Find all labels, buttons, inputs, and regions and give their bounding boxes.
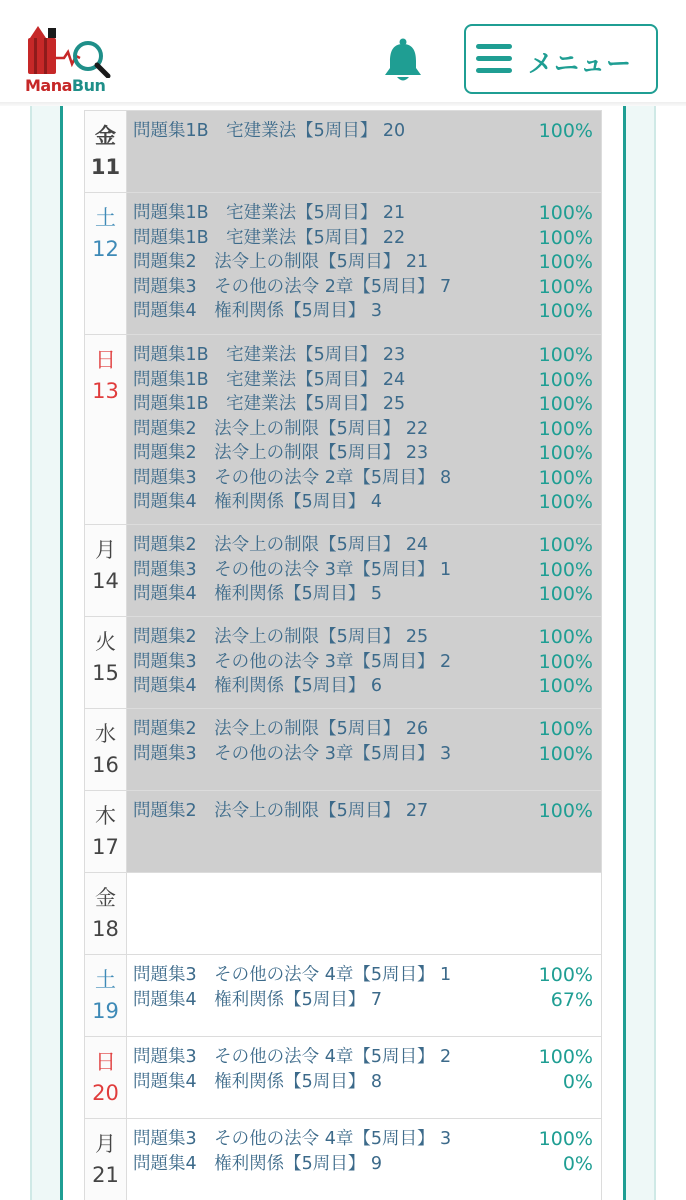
task-item[interactable] — [133, 674, 593, 699]
weekday: 月 — [95, 1132, 116, 1156]
task-item[interactable] — [133, 441, 593, 466]
calendar-day-row[interactable] — [84, 110, 602, 192]
task-item[interactable] — [133, 392, 593, 417]
task-name: 問題集3 その他の法令 2章【5周目】 7 — [133, 276, 452, 297]
calendar-day-row[interactable] — [84, 790, 602, 872]
task-progress: 100% — [538, 718, 593, 740]
task-item[interactable] — [133, 275, 593, 300]
weekday: 土 — [95, 968, 116, 992]
task-name: 問題集4 権利関係【5周目】 7 — [133, 989, 382, 1010]
task-item[interactable] — [133, 1070, 593, 1095]
day-label — [85, 111, 127, 192]
day-task-list — [127, 873, 601, 954]
task-name: 問題集2 法令上の制限【5周目】 25 — [133, 627, 429, 647]
task-progress: 100% — [538, 626, 593, 648]
menu-button-label: メニュー — [528, 49, 633, 78]
weekday: 土 — [95, 206, 116, 230]
task-item[interactable] — [133, 1045, 593, 1070]
task-item[interactable] — [133, 417, 593, 442]
task-progress: 100% — [538, 120, 593, 142]
task-item[interactable] — [133, 368, 593, 393]
task-name: 問題集1B 宅建業法【5周目】 20 — [133, 121, 406, 141]
date-number: 21 — [92, 1163, 119, 1187]
day-task-list — [127, 617, 601, 708]
calendar-day-row[interactable] — [84, 1118, 602, 1200]
task-progress: 0% — [562, 1070, 593, 1093]
task-name: 問題集4 権利関係【5周目】 9 — [133, 1153, 382, 1174]
calendar-day-row[interactable] — [84, 872, 602, 954]
day-label — [85, 791, 127, 872]
day-label — [85, 525, 127, 616]
weekday: 金 — [95, 124, 116, 148]
calendar-day-row[interactable] — [84, 708, 602, 790]
task-item[interactable] — [133, 558, 593, 583]
date-number: 13 — [92, 379, 119, 403]
task-progress: 100% — [538, 368, 593, 391]
task-progress: 100% — [538, 202, 593, 224]
task-progress: 100% — [538, 1128, 593, 1150]
date-number: 12 — [92, 237, 119, 261]
logo-wordmark — [25, 76, 105, 95]
calendar-day-row[interactable] — [84, 334, 602, 524]
date-number: 14 — [92, 569, 119, 593]
task-name: 問題集2 法令上の制限【5周目】 26 — [133, 719, 429, 739]
task-progress: 100% — [538, 300, 593, 322]
task-name: 問題集4 権利関係【5周目】 3 — [133, 301, 382, 321]
task-item[interactable] — [133, 742, 593, 767]
day-label — [85, 873, 127, 954]
hamburger-icon — [476, 44, 514, 74]
task-item[interactable] — [133, 717, 593, 742]
task-progress: 100% — [538, 417, 593, 440]
task-name: 問題集3 その他の法令 4章【5周目】 2 — [133, 1047, 452, 1067]
task-progress: 100% — [538, 275, 593, 298]
day-label — [85, 709, 127, 790]
date-number: 17 — [92, 835, 119, 859]
task-name: 問題集4 権利関係【5周目】 4 — [133, 492, 382, 512]
task-progress: 100% — [538, 964, 593, 986]
date-number: 19 — [92, 999, 119, 1023]
task-item[interactable] — [133, 250, 593, 275]
task-progress: 100% — [538, 534, 593, 556]
task-name: 問題集1B 宅建業法【5周目】 22 — [133, 227, 406, 248]
task-name: 問題集1B 宅建業法【5周目】 24 — [133, 369, 406, 390]
day-task-list — [127, 1119, 601, 1200]
bell-icon[interactable] — [382, 38, 424, 84]
logo-text-bun: Bun — [71, 76, 106, 95]
day-label — [85, 1037, 127, 1118]
task-progress: 100% — [538, 583, 593, 605]
task-progress: 100% — [538, 393, 593, 415]
task-item[interactable] — [133, 582, 593, 607]
day-task-list — [127, 709, 601, 790]
task-item[interactable] — [133, 226, 593, 251]
day-label — [85, 335, 127, 524]
task-item[interactable] — [133, 799, 593, 824]
task-item[interactable] — [133, 625, 593, 650]
task-progress: 67% — [550, 988, 593, 1011]
task-name: 問題集3 その他の法令 4章【5周目】 1 — [133, 965, 452, 985]
task-name: 問題集3 その他の法令 2章【5周目】 8 — [133, 467, 452, 488]
task-name: 問題集3 その他の法令 3章【5周目】 3 — [133, 743, 452, 764]
task-progress: 100% — [538, 558, 593, 581]
task-progress: 100% — [538, 491, 593, 513]
date-number: 18 — [92, 917, 119, 941]
date-number: 16 — [92, 753, 119, 777]
task-progress: 100% — [538, 1046, 593, 1068]
task-item[interactable] — [133, 1127, 593, 1152]
day-task-list — [127, 1037, 601, 1118]
task-progress: 100% — [538, 650, 593, 673]
day-label — [85, 617, 127, 708]
date-number: 20 — [92, 1081, 119, 1105]
weekday: 日 — [95, 348, 116, 372]
task-progress: 100% — [538, 675, 593, 697]
manabun-logo[interactable] — [24, 22, 116, 96]
weekday: 日 — [95, 1050, 116, 1074]
task-name: 問題集4 権利関係【5周目】 6 — [133, 676, 382, 696]
day-task-list — [127, 525, 601, 616]
weekday: 金 — [95, 886, 116, 910]
task-progress: 100% — [538, 442, 593, 464]
task-progress: 100% — [538, 742, 593, 765]
task-name: 問題集2 法令上の制限【5周目】 27 — [133, 801, 429, 821]
task-name: 問題集2 法令上の制限【5周目】 22 — [133, 418, 429, 439]
day-task-list — [127, 791, 601, 872]
study-calendar — [84, 110, 602, 1200]
task-name: 問題集3 その他の法令 4章【5周目】 3 — [133, 1129, 452, 1149]
date-number: 15 — [92, 661, 119, 685]
task-name: 問題集3 その他の法令 3章【5周目】 1 — [133, 559, 452, 580]
calendar-day-row[interactable] — [84, 616, 602, 708]
task-item[interactable] — [133, 533, 593, 558]
task-item[interactable] — [133, 490, 593, 515]
task-progress: 0% — [562, 1152, 593, 1175]
day-task-list — [127, 335, 601, 524]
day-label — [85, 193, 127, 334]
task-progress: 100% — [538, 251, 593, 273]
day-label — [85, 955, 127, 1036]
pencil-magnifier-logo-icon — [24, 22, 116, 78]
task-progress: 100% — [538, 226, 593, 249]
task-name: 問題集2 法令上の制限【5周目】 23 — [133, 443, 429, 463]
day-task-list — [127, 955, 601, 1036]
day-task-list — [127, 193, 601, 334]
task-item[interactable] — [133, 201, 593, 226]
task-name: 問題集1B 宅建業法【5周目】 21 — [133, 203, 406, 223]
task-item[interactable] — [133, 650, 593, 675]
task-item[interactable] — [133, 466, 593, 491]
task-item[interactable] — [133, 988, 593, 1013]
weekday: 木 — [95, 804, 116, 828]
date-number: 11 — [90, 155, 121, 179]
task-item[interactable] — [133, 119, 593, 144]
task-name: 問題集2 法令上の制限【5周目】 24 — [133, 535, 429, 555]
task-progress: 100% — [538, 800, 593, 822]
calendar-day-row[interactable] — [84, 954, 602, 1036]
weekday: 火 — [95, 630, 116, 654]
logo-text-mana: Mana — [25, 76, 72, 95]
task-name: 問題集4 権利関係【5周目】 8 — [133, 1071, 382, 1092]
weekday: 水 — [95, 722, 116, 746]
task-name: 問題集1B 宅建業法【5周目】 23 — [133, 345, 406, 365]
task-item[interactable] — [133, 1152, 593, 1177]
task-progress: 100% — [538, 344, 593, 366]
menu-button[interactable] — [464, 24, 658, 94]
calendar-day-row[interactable] — [84, 524, 602, 616]
day-label — [85, 1119, 127, 1200]
calendar-day-row[interactable] — [84, 192, 602, 334]
app-header — [0, 0, 686, 106]
task-name: 問題集3 その他の法令 3章【5周目】 2 — [133, 651, 452, 672]
weekday: 月 — [95, 538, 116, 562]
task-progress: 100% — [538, 466, 593, 489]
task-name: 問題集1B 宅建業法【5周目】 25 — [133, 394, 406, 414]
day-task-list — [127, 111, 601, 192]
task-name: 問題集2 法令上の制限【5周目】 21 — [133, 252, 429, 272]
task-item[interactable] — [133, 343, 593, 368]
task-item[interactable] — [133, 963, 593, 988]
calendar-day-row[interactable] — [84, 1036, 602, 1118]
task-name: 問題集4 権利関係【5周目】 5 — [133, 584, 382, 604]
task-item[interactable] — [133, 299, 593, 324]
